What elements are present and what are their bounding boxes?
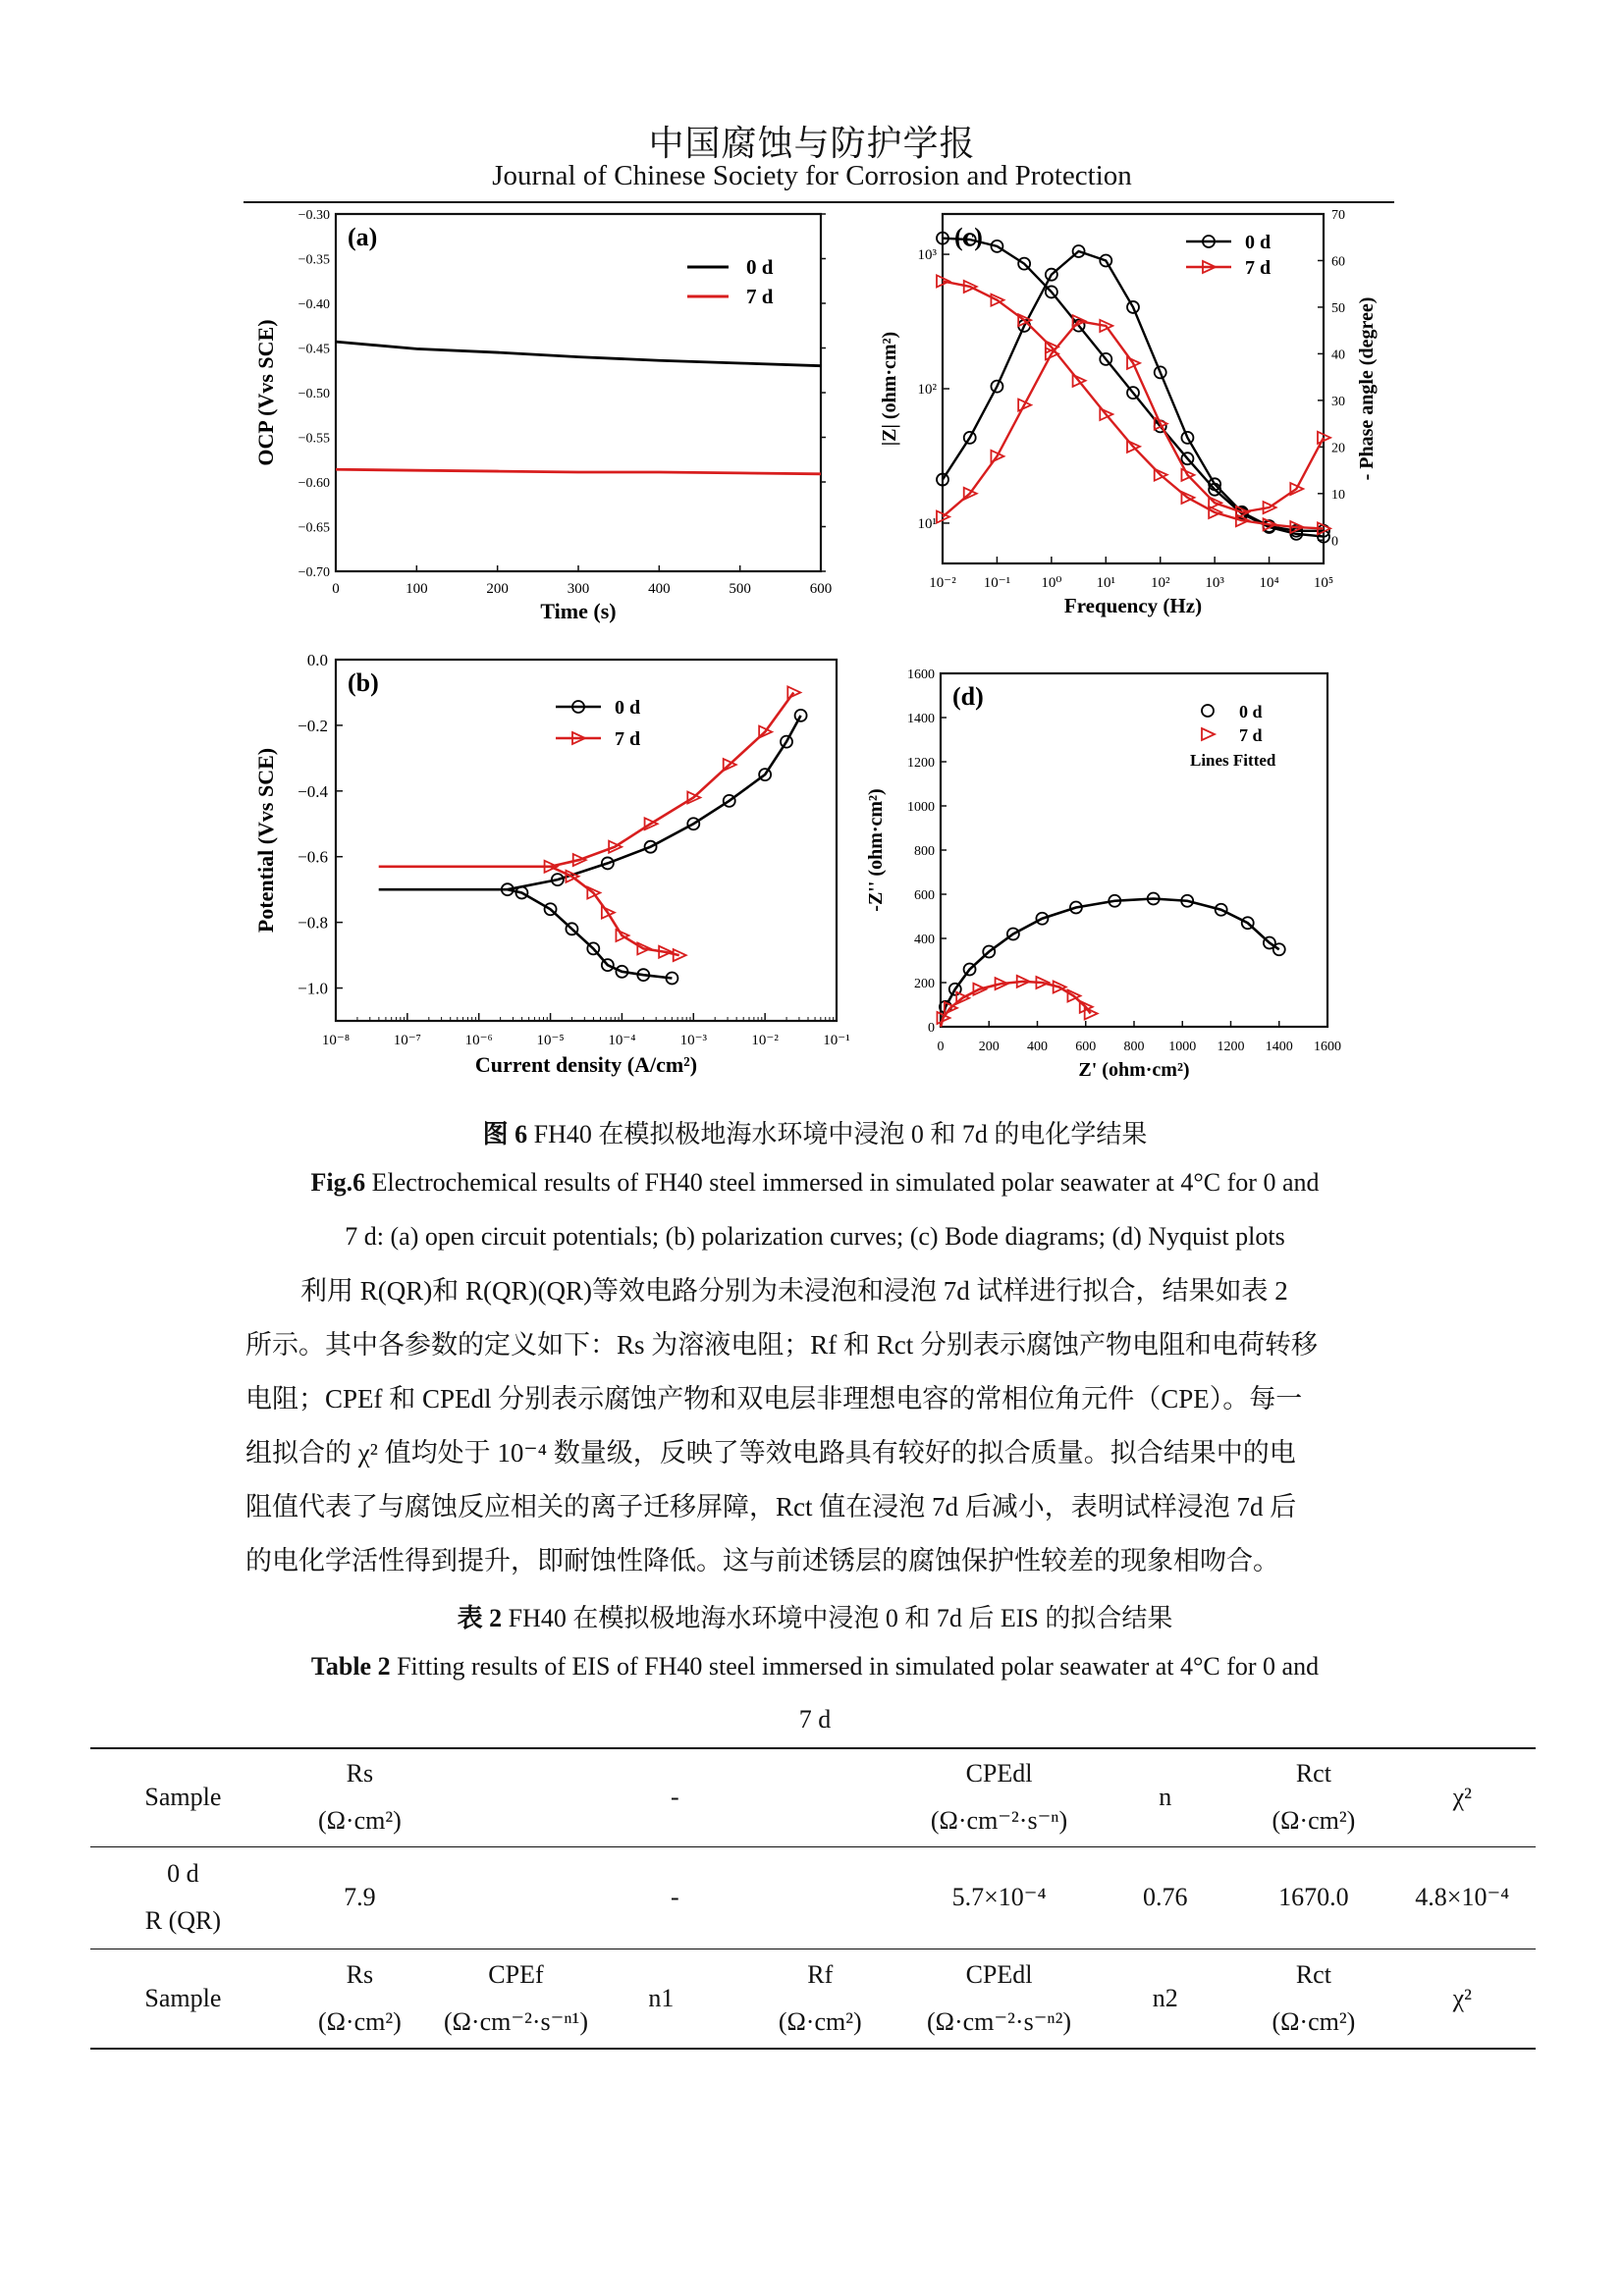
y-tick-label: 10³: [917, 247, 937, 264]
header-rct: [1238, 1748, 1388, 1846]
header2-cpef-symbol: CPEf: [488, 1959, 544, 1989]
header2-rct: [1238, 1949, 1388, 2049]
paragraph-line: 阻值代表了与腐蚀反应相关的离子迁移屏障，Rct 值在浸泡 7d 后减小，表明试样浸泡 7d 后: [245, 1492, 1297, 1522]
figure-caption-en-line2: 7 d: (a) open circuit potentials; (b) polarization curves; (c) Bode diagrams; (d) Nyquist plots: [345, 1222, 1285, 1251]
panel-tag: (d): [952, 682, 984, 711]
figure-caption-cn-text: FH40 在模拟极地海水环境中浸泡 0 和 7d 的电化学结果: [533, 1120, 1148, 1148]
y-axis-title: |Z| (ohm·cm²): [879, 331, 900, 447]
cell-cpe: 5.7×10⁻⁴: [951, 1883, 1047, 1911]
x-tick-label: 300: [567, 581, 590, 597]
paragraph-line: 所示。其中各参数的定义如下：Rs 为溶液电阻；Rf 和 Rct 分别表示腐蚀产物电阻和电荷转移: [245, 1330, 1319, 1360]
paragraph-line: 组拟合的 χ² 值均处于 10⁻⁴ 数量级，反映了等效电路具有较好的拟合质量。拟合结果中的电: [245, 1438, 1296, 1468]
y2-tick-label: 40: [1331, 347, 1345, 363]
y-tick-label: 1000: [907, 800, 935, 815]
y-tick-label: −0.65: [298, 520, 330, 536]
paragraph-line: 利用 R(QR)和 R(QR)(QR)等效电路分别为未浸泡和浸泡 7d 试样进行拟合，结果如表 2: [300, 1276, 1288, 1306]
table-caption-en-line1: Fitting results of EIS of FH40 steel immersed in simulated polar seawater at 4°C for 0 and: [397, 1652, 1320, 1681]
x-tick-label: 400: [648, 581, 671, 597]
header-rs-unit: (Ω·cm²): [317, 1806, 402, 1836]
figure-caption-cn-label: 图 6: [482, 1120, 528, 1148]
header2-rf: [734, 1949, 906, 2049]
panel-b: [253, 651, 850, 1077]
x-tick-label: 10⁻⁵: [536, 1033, 565, 1048]
cell-rct: 1670.0: [1278, 1883, 1349, 1911]
y-tick-label: −0.35: [298, 252, 330, 268]
header2-rs: [276, 1949, 444, 2049]
header2-cpef: [444, 1949, 588, 2049]
plot-frame: [336, 660, 837, 1021]
x-tick-label: 10⁴: [1259, 575, 1279, 591]
y-tick-label: −0.30: [298, 208, 330, 223]
x-tick-label: 10⁻³: [679, 1033, 707, 1048]
paragraph-line: 电阻；CPEf 和 CPEdl 分别表示腐蚀产物和双电层非理想电容的常相位角元件（CPE）。每一: [245, 1384, 1303, 1414]
cell-chi: 4.8×10⁻⁴: [1415, 1883, 1510, 1911]
y-tick-label: −0.60: [298, 476, 330, 491]
series-line-7d: [336, 469, 821, 474]
header2-rct-unit: (Ω·cm²): [1272, 2006, 1356, 2036]
header-chi: χ²: [1452, 1783, 1472, 1812]
panel-d: [865, 667, 1341, 1081]
header2-n2: n2: [1152, 1983, 1178, 2012]
y-axis-title: OCP (Vvs SCE): [253, 319, 278, 466]
cathodic-curve-0d: [379, 889, 673, 978]
x-tick-label: 200: [486, 581, 509, 597]
x-axis-title: Time (s): [540, 599, 617, 623]
y-tick-label: −0.70: [298, 565, 330, 580]
y-tick-label: 0.0: [306, 651, 328, 669]
panel-tag: (a): [348, 223, 378, 251]
header-rct-unit: (Ω·cm²): [1272, 1806, 1356, 1836]
nyquist-fit-7d: [941, 982, 1091, 1027]
y-tick-label: 1600: [907, 667, 935, 682]
table-caption-en-line2: 7 d: [798, 1705, 832, 1734]
data-point: [1085, 1008, 1098, 1020]
y-tick-label: 600: [914, 888, 935, 903]
x-tick-label: 800: [1123, 1040, 1145, 1054]
header-cpe-symbol: CPEdl: [965, 1759, 1033, 1789]
nyquist-fit-0d: [941, 899, 1279, 1028]
data-point: [787, 686, 800, 698]
y2-tick-label: 60: [1331, 254, 1345, 270]
paragraph-line: 的电化学活性得到提升，即耐蚀性降低。这与前述锈层的腐蚀保护性较差的现象相吻合。: [245, 1546, 1279, 1575]
y-tick-label: 10²: [917, 382, 937, 398]
y2-tick-label: 10: [1331, 487, 1345, 503]
y-tick-label: −0.8: [298, 913, 328, 933]
y-tick-label: −1.0: [298, 979, 328, 998]
cell-rs: 7.9: [344, 1883, 376, 1911]
legend-note: Lines Fitted: [1190, 751, 1276, 770]
x-tick-label: 10¹: [1096, 575, 1116, 591]
x-tick-label: 1400: [1265, 1040, 1293, 1054]
header-cpe-unit: (Ω·cm⁻²·s⁻ⁿ): [930, 1806, 1068, 1836]
x-axis-title: Frequency (Hz): [1063, 594, 1203, 617]
header2-rf-symbol: Rf: [807, 1959, 834, 1989]
legend-label: 7 d: [1239, 725, 1263, 745]
table-caption-en-1: [245, 1652, 1384, 1682]
y2-tick-label: 30: [1331, 394, 1345, 409]
x-tick-label: 10⁻¹: [983, 575, 1011, 591]
legend-label: 7 d: [746, 285, 774, 308]
y2-tick-label: 70: [1331, 208, 1345, 223]
x-tick-label: 200: [978, 1040, 1000, 1054]
header-dash: -: [671, 1783, 679, 1812]
figure-caption-en-label: Fig.6: [310, 1168, 366, 1197]
data-point: [1202, 705, 1214, 717]
body-paragraph: [245, 1264, 1386, 1588]
header-sample: Sample: [144, 1783, 222, 1812]
y-tick-label: 200: [914, 977, 935, 991]
x-tick-label: 10⁻⁴: [608, 1033, 636, 1048]
y2-tick-label: 50: [1331, 300, 1345, 316]
header2-rct-symbol: Rct: [1295, 1959, 1331, 1989]
header2-rf-unit: (Ω·cm²): [778, 2006, 862, 2036]
y-axis-title: -Z'' (ohm·cm²): [865, 788, 887, 912]
y2-tick-label: 20: [1331, 441, 1345, 456]
legend-label: 7 d: [615, 728, 641, 750]
y-tick-label: 1400: [907, 712, 935, 726]
x-axis-title: Z' (ohm·cm²): [1078, 1059, 1190, 1081]
panel-tag: (b): [348, 668, 379, 697]
impedance-fit-7d: [943, 281, 1324, 528]
y2-axis-title: - Phase angle (degree): [1356, 296, 1378, 481]
header2-cpef-unit: (Ω·cm⁻²·s⁻ⁿ¹): [443, 2006, 588, 2036]
x-tick-label: 10³: [1205, 575, 1224, 591]
table-caption-en-label: Table 2: [310, 1652, 391, 1681]
y-tick-label: 800: [914, 844, 935, 859]
y-tick-label: −0.50: [298, 387, 330, 401]
header-rs-symbol: Rs: [346, 1759, 374, 1789]
y-tick-label: −0.2: [298, 716, 328, 735]
x-tick-label: 500: [729, 581, 751, 597]
table-caption-cn-text: FH40 在模拟极地海水环境中浸泡 0 和 7d 后 EIS 的拟合结果: [508, 1604, 1173, 1632]
figure-caption-en-1: [245, 1168, 1384, 1198]
y-tick-label: 400: [914, 933, 935, 947]
table-header-row-2: [90, 1949, 1536, 2049]
y-tick-label: −0.40: [298, 297, 330, 312]
cell-sample: [90, 1846, 276, 1949]
x-tick-label: 10²: [1150, 575, 1170, 591]
cell-n: 0.76: [1143, 1883, 1188, 1911]
figure-6: [0, 0, 1624, 1099]
table-header-row: [90, 1748, 1536, 1846]
journal-title-en: Journal of Chinese Society for Corrosion and Protection: [492, 160, 1132, 191]
x-tick-label: 100: [406, 581, 428, 597]
panel-tag: (c): [954, 223, 983, 251]
x-tick-label: 0: [937, 1040, 945, 1054]
y-tick-label: 1200: [907, 756, 935, 771]
header2-chi: χ²: [1452, 1983, 1472, 2012]
cathodic-curve-7d: [379, 867, 679, 955]
x-tick-label: 10⁻⁶: [464, 1033, 493, 1048]
x-tick-label: 1200: [1217, 1040, 1245, 1054]
header2-rs-unit: (Ω·cm²): [317, 2006, 402, 2036]
y2-tick-label: 0: [1331, 534, 1338, 550]
x-tick-label: 10⁻²: [929, 575, 956, 591]
header2-cpedl-symbol: CPEdl: [965, 1959, 1033, 1989]
x-tick-label: 1000: [1168, 1040, 1197, 1054]
y-axis-title: Potential (Vvs SCE): [253, 747, 278, 934]
legend-label: 0 d: [615, 697, 641, 719]
x-tick-label: 10⁻⁷: [393, 1033, 421, 1048]
fitting-results-table: [90, 1747, 1536, 2050]
x-tick-label: 600: [809, 581, 833, 597]
figure-caption-en-line1: Electrochemical results of FH40 steel immersed in simulated polar seawater at 4°C for 0 and: [371, 1168, 1320, 1197]
sample-name: 0 d: [167, 1859, 199, 1888]
x-axis-title: Current density (A/cm²): [474, 1052, 698, 1077]
header2-rs-symbol: Rs: [346, 1959, 374, 1989]
legend-label: 7 d: [1245, 257, 1272, 279]
x-tick-label: 10⁵: [1313, 575, 1334, 591]
header2-cpedl: [906, 1949, 1093, 2049]
header2-sample: Sample: [144, 1983, 222, 2012]
header-rs: [276, 1748, 444, 1846]
sample-circuit: R (QR): [144, 1906, 222, 1935]
y-tick-label: 10¹: [917, 515, 937, 532]
header2-n1: n1: [648, 1983, 675, 2012]
figure-caption-cn: [245, 1114, 1384, 1150]
panel-a: [253, 208, 832, 623]
header-rct-symbol: Rct: [1295, 1759, 1331, 1789]
x-tick-label: 10⁻¹: [823, 1033, 850, 1048]
journal-title-cn: 中国腐蚀与防护学报: [648, 124, 976, 164]
y-tick-label: −0.55: [298, 431, 330, 447]
table-row: [90, 1846, 1536, 1949]
phase-fit-7d: [943, 321, 1324, 516]
table-caption-cn-label: 表 2: [457, 1604, 503, 1632]
plot-frame: [941, 673, 1327, 1027]
y-tick-label: −0.45: [298, 342, 330, 357]
x-tick-label: 400: [1027, 1040, 1048, 1054]
x-tick-label: 10⁻²: [751, 1033, 779, 1048]
data-point: [1202, 728, 1215, 740]
y-tick-label: −0.6: [298, 847, 328, 867]
legend-label: 0 d: [746, 255, 774, 279]
x-tick-label: 10⁰: [1041, 575, 1062, 591]
x-tick-label: 0: [332, 581, 340, 597]
series-line-0d: [336, 342, 821, 366]
cell-dash: -: [671, 1883, 679, 1911]
x-tick-label: 1600: [1314, 1040, 1341, 1054]
header-cpe: [906, 1748, 1093, 1846]
legend-label: 0 d: [1245, 232, 1272, 253]
y-tick-label: 0: [928, 1021, 935, 1036]
header2-cpedl-unit: (Ω·cm⁻²·s⁻ⁿ²): [927, 2006, 1072, 2036]
y-tick-label: −0.4: [298, 781, 328, 801]
panel-c: [879, 208, 1378, 617]
header-n: n: [1159, 1783, 1172, 1812]
legend-label: 0 d: [1239, 702, 1263, 721]
x-tick-label: 600: [1075, 1040, 1097, 1054]
table-caption-cn: [245, 1598, 1384, 1634]
x-tick-label: 10⁻⁸: [321, 1033, 351, 1048]
